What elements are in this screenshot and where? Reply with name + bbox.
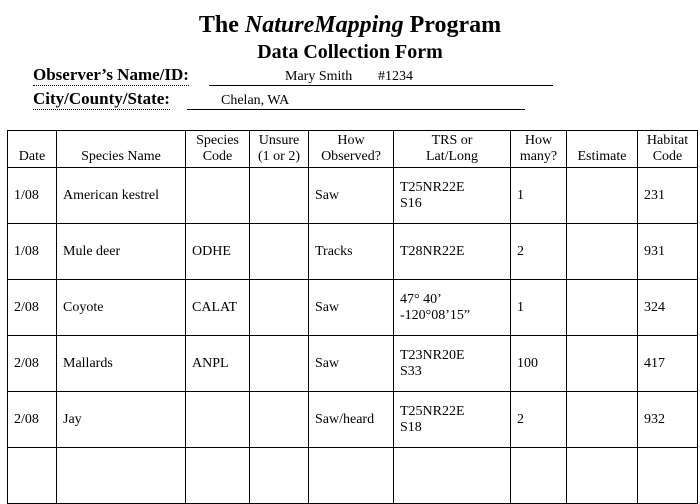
observer-name-value: Mary Smith [285,69,353,84]
cell-species-name[interactable]: Mule deer [57,224,186,280]
cell-how-many[interactable]: 2 [511,392,567,448]
location-label: City/County/State: [33,89,170,108]
cell-habitat-code[interactable] [638,448,698,504]
table-row [8,280,698,336]
cell-unsure[interactable] [250,168,309,224]
cell-estimate[interactable] [567,168,638,224]
cell-species-code[interactable] [186,392,250,448]
cell-how-observed[interactable] [309,448,394,504]
cell-how-many[interactable]: 1 [511,168,567,224]
cell-species-code[interactable]: CALAT [186,280,250,336]
cell-species-code[interactable] [186,168,250,224]
cell-habitat-code[interactable]: 931 [638,224,698,280]
cell-how-many[interactable]: 100 [511,336,567,392]
header-species-code: Species Code [186,131,250,168]
cell-date[interactable]: 2/08 [8,392,57,448]
cell-date[interactable]: 1/08 [8,168,57,224]
header-unsure: Unsure (1 or 2) [250,131,309,168]
cell-habitat-code[interactable]: 324 [638,280,698,336]
cell-how-many[interactable] [511,448,567,504]
cell-how-observed[interactable]: Saw [309,280,394,336]
observer-id-value: #1234 [378,69,413,84]
header-species-name: Species Name [57,131,186,168]
cell-species-code[interactable] [186,448,250,504]
cell-unsure[interactable] [250,224,309,280]
table-row [8,224,698,280]
cell-how-observed[interactable]: Saw [309,336,394,392]
cell-estimate[interactable] [567,336,638,392]
header-habitat-code: Habitat Code [638,131,698,168]
cell-trs-latlong[interactable]: T23NR20E S33 [394,336,511,392]
cell-habitat-code[interactable]: 932 [638,392,698,448]
table-row-empty [8,448,698,504]
observation-table [7,130,698,504]
cell-estimate[interactable] [567,280,638,336]
cell-how-observed[interactable]: Saw [309,168,394,224]
cell-species-name[interactable]: Mallards [57,336,186,392]
cell-how-many[interactable]: 2 [511,224,567,280]
table-header-row [8,131,698,168]
cell-date[interactable] [8,448,57,504]
cell-species-name[interactable]: Jay [57,392,186,448]
header-how-observed: How Observed? [309,131,394,168]
table-row [8,336,698,392]
cell-species-name[interactable]: Coyote [57,280,186,336]
cell-species-name[interactable]: American kestrel [57,168,186,224]
observer-name-row [33,66,553,88]
cell-trs-latlong[interactable]: T28NR22E [394,224,511,280]
cell-species-name[interactable] [57,448,186,504]
cell-unsure[interactable] [250,336,309,392]
header-how-many: How many? [511,131,567,168]
cell-unsure[interactable] [250,392,309,448]
cell-trs-latlong[interactable]: T25NR22E S16 [394,168,511,224]
cell-trs-latlong[interactable]: T25NR22E S18 [394,392,511,448]
location-row [33,90,529,112]
cell-how-observed[interactable]: Saw/heard [309,392,394,448]
cell-how-many[interactable]: 1 [511,280,567,336]
cell-date[interactable]: 2/08 [8,336,57,392]
header-estimate: Estimate [567,131,638,168]
cell-trs-latlong[interactable] [394,448,511,504]
cell-date[interactable]: 2/08 [8,280,57,336]
header-trs-latlong: TRS or Lat/Long [394,131,511,168]
cell-species-code[interactable]: ODHE [186,224,250,280]
cell-estimate[interactable] [567,448,638,504]
table-row [8,392,698,448]
form-subtitle: Data Collection Form [257,41,443,63]
cell-unsure[interactable] [250,448,309,504]
header-date: Date [8,131,57,168]
cell-estimate[interactable] [567,224,638,280]
location-value: Chelan, WA [221,93,290,108]
cell-unsure[interactable] [250,280,309,336]
table-row [8,168,698,224]
cell-species-code[interactable]: ANPL [186,336,250,392]
cell-date[interactable]: 1/08 [8,224,57,280]
cell-how-observed[interactable]: Tracks [309,224,394,280]
cell-estimate[interactable] [567,392,638,448]
form-title: The NatureMapping Program [198,12,502,38]
observer-name-label: Observer’s Name/ID: [33,65,189,84]
cell-habitat-code[interactable]: 231 [638,168,698,224]
cell-habitat-code[interactable]: 417 [638,336,698,392]
cell-trs-latlong[interactable]: 47° 40’ -120°08’15” [394,280,511,336]
